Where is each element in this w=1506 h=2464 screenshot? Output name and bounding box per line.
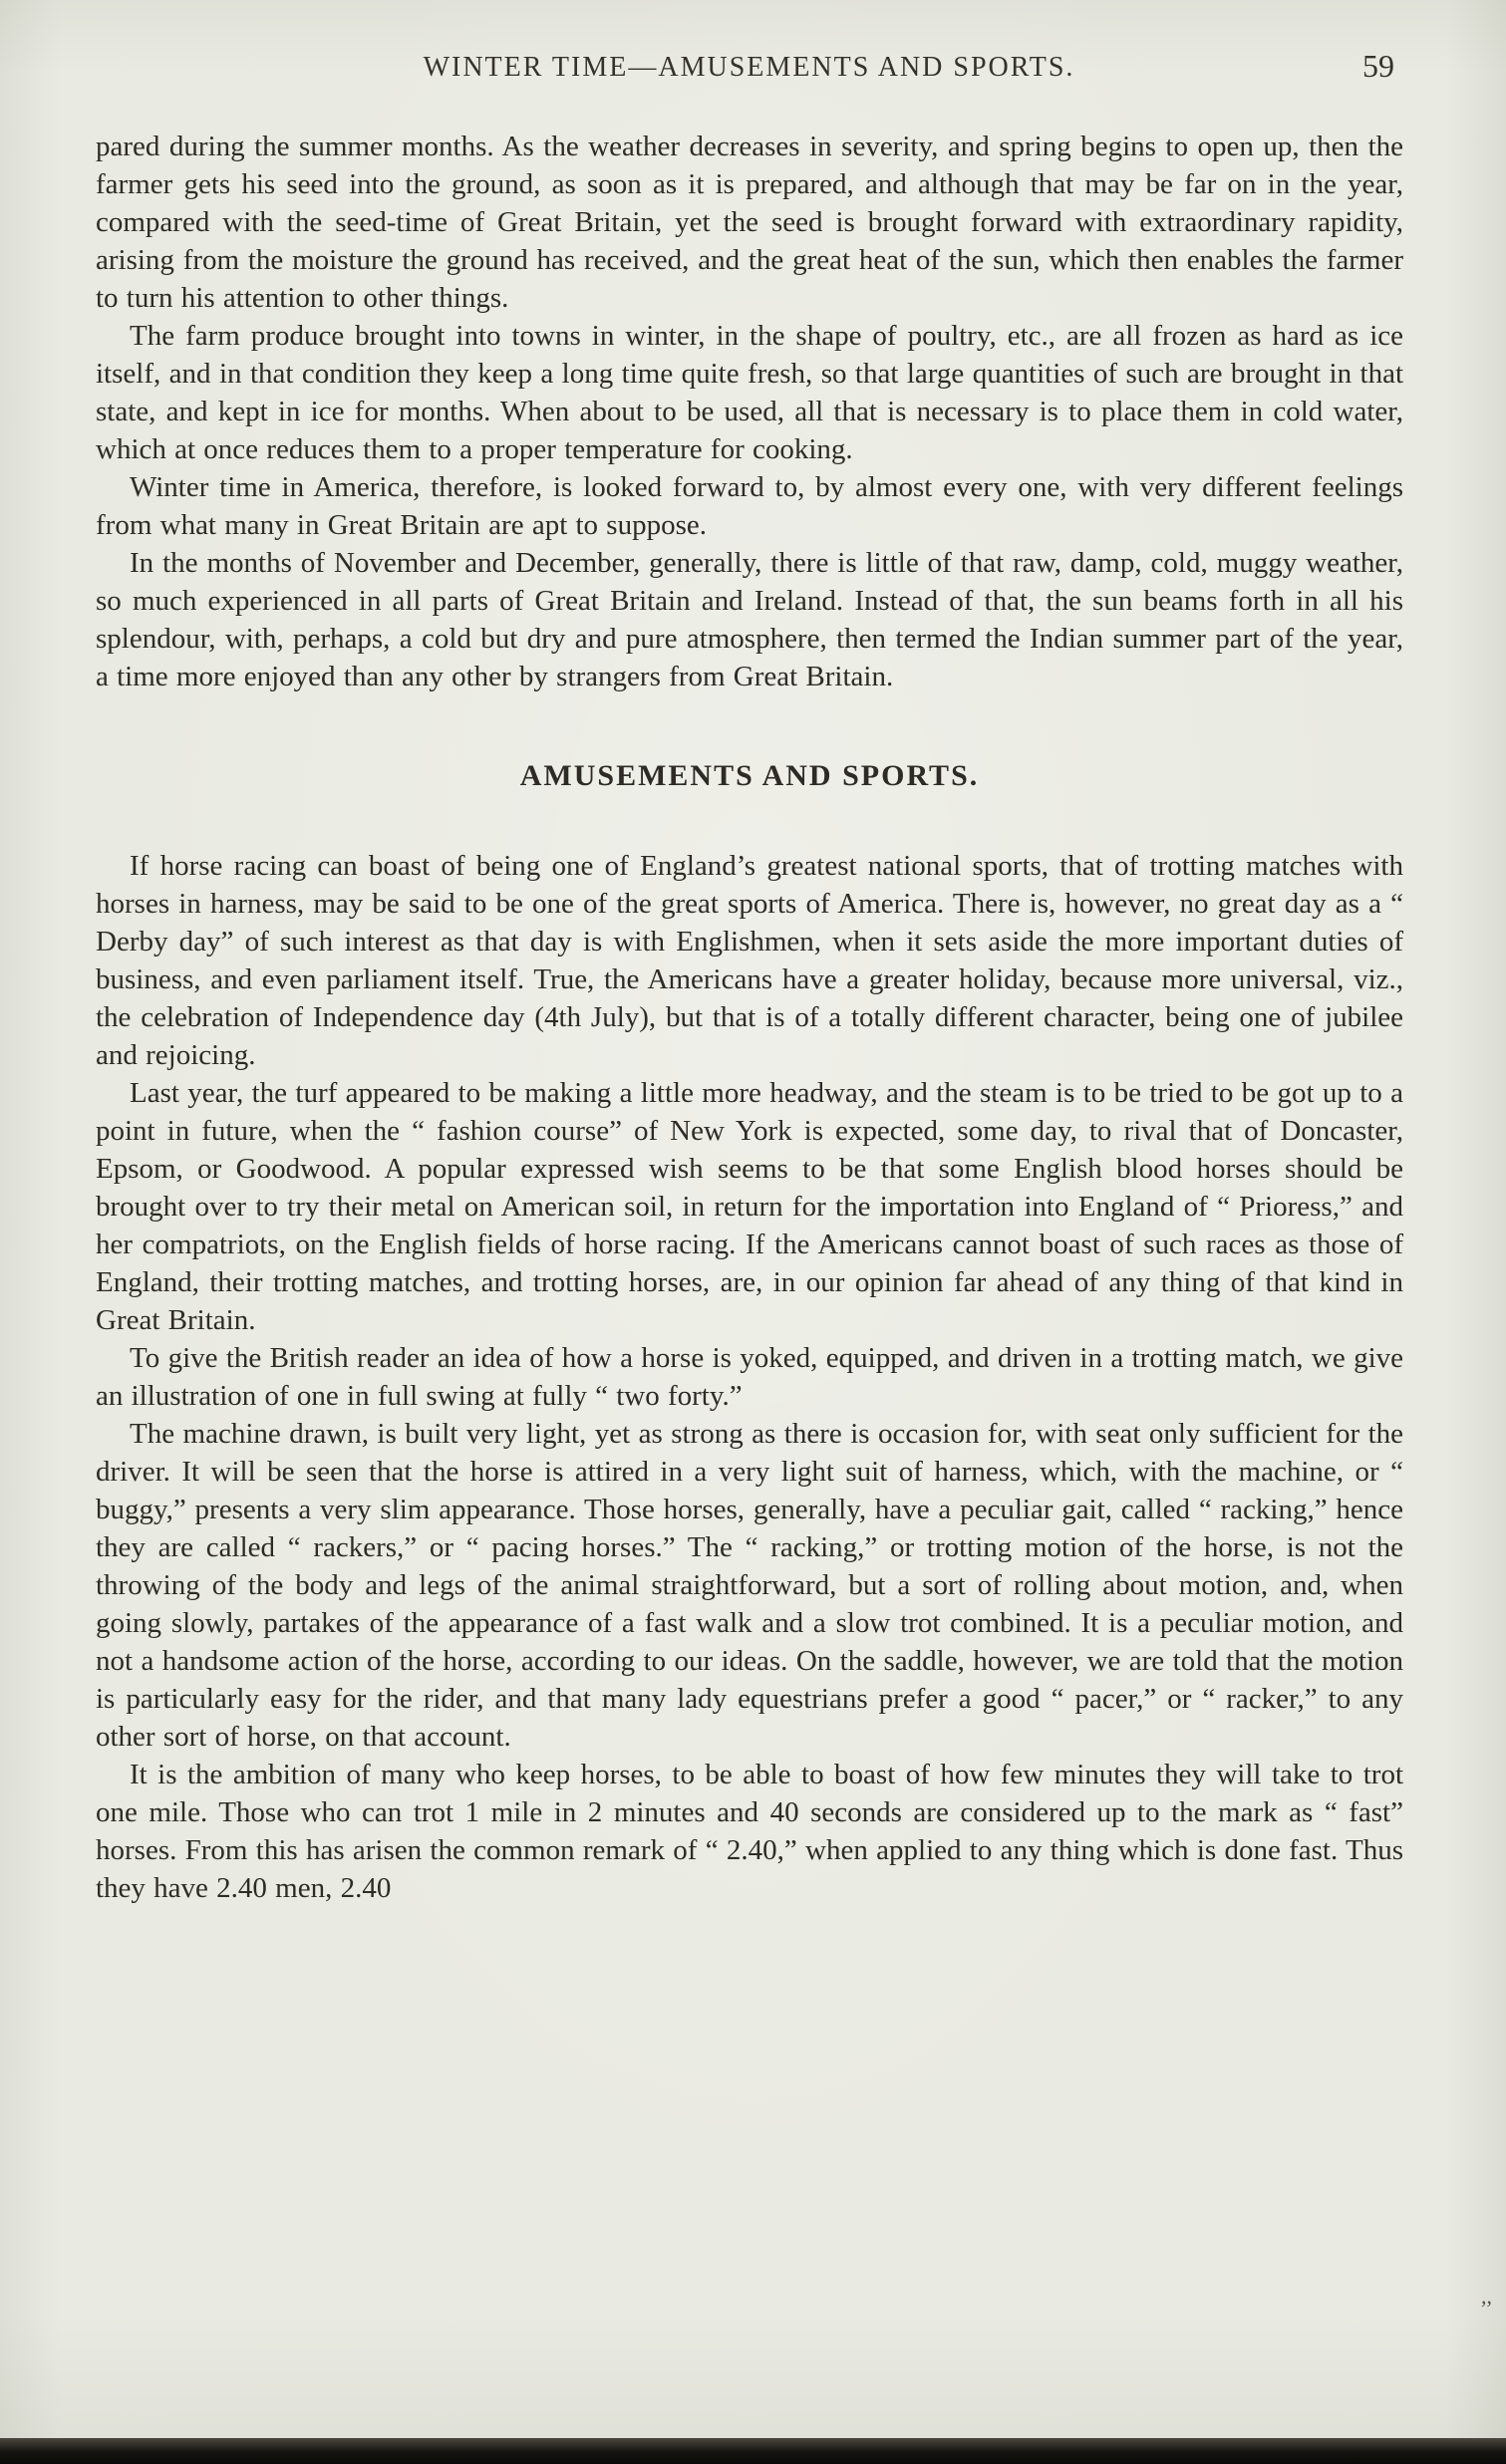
section-heading: AMUSEMENTS AND SPORTS. — [519, 759, 980, 792]
scan-edge-artifact — [0, 2438, 1506, 2464]
paragraph: In the months of November and December, generally, there is little of that raw, damp, cold, muggy weather, so much experienced in all parts of Great Britain and Ireland. Instead of that, the sun beams forth in all his splendour, with, perhaps, a cold but dry and pure atmosphere, then termed the Indian summer part of the year, a time more enjoyed than any other by strangers from Great Britain. — [96, 547, 1403, 692]
paragraph: Last year, the turf appeared to be making a little more headway, and the steam is to be tried to be got up to a point in future, when the “ fashion course” of New York is expected, some day, to rival that of Doncaster, Epsom, or Goodwood. A popular expressed wish seems to be that some English blood horses should be brought over to try their metal on American soil, in return for the importation into England of “ Prioress,” and her compatriots, on the English fields of horse racing. If the Americans cannot boast of such races as those of England, their trotting matches, and trotting horses, are, in our opinion far ahead of any thing of that kind in Great Britain. — [96, 1077, 1403, 1336]
paragraph: To give the British reader an idea of how a horse is yoked, equipped, and driven in a trotting match, we give an illustration of one in full swing at fully “ two forty.” — [96, 1342, 1403, 1412]
page-number: 59 — [1362, 48, 1394, 84]
paragraph: It is the ambition of many who keep horses, to be able to boast of how few minutes they will take to trot one mile. Those who can trot 1 mile in 2 minutes and 40 seconds are considered up to the mark as “ fast” horses. From this has arisen the common remark of “ 2.40,” when applied to any thing which is done fast. Thus they have 2.40 men, 2.40 — [96, 1759, 1403, 1904]
paragraph: Winter time in America, therefore, is looked forward to, by almost every one, with very different feelings from what many in Great Britain are apt to suppose. — [96, 471, 1403, 541]
scan-speck-artifact: ,, — [1481, 2284, 1492, 2309]
paragraph-continued: pared during the summer months. As the weather decreases in severity, and spring begins to open up, then the farmer gets his seed into the ground, as soon as it is prepared, and although that may be far on in the year, compared with the seed-time of Great Britain, yet the seed is brought forward with extraordinary rapidity, arising from the moisture the ground has received, and the great heat of the sun, which then enables the farmer to turn his attention to other things. — [96, 131, 1403, 314]
running-header-title: WINTER TIME—AMUSEMENTS AND SPORTS. — [423, 52, 1075, 83]
body-text — [96, 128, 1403, 1907]
running-header — [96, 48, 1402, 92]
paragraph: The machine drawn, is built very light, yet as strong as there is occasion for, with seat only sufficient for the driver. It will be seen that the horse is attired in a very light suit of harness, which, with the machine, or “ buggy,” presents a very slim appearance. Those horses, generally, have a peculiar gait, called “ racking,” hence they are called “ rackers,” or “ pacing horses.” The “ racking,” or trotting motion of the horse, is not the throwing of the body and legs of the animal straightforward, but a sort of rolling about motion, and, when going slowly, partakes of the appearance of a fast walk and a slow trot combined. It is a peculiar motion, and not a handsome action of the horse, according to our ideas. On the saddle, however, we are told that the motion is particularly easy for the rider, and that many lady equestrians prefer a good “ pacer,” or “ racker,” to any other sort of horse, on that account. — [96, 1418, 1403, 1753]
paragraph: The farm produce brought into towns in winter, in the shape of poultry, etc., are all frozen as hard as ice itself, and in that condition they keep a long time quite fresh, so that large quantities of such are brought in that state, and kept in ice for months. When about to be used, all that is necessary is to place them in cold water, which at once reduces them to a proper temperature for cooking. — [96, 320, 1403, 465]
paragraph: If horse racing can boast of being one of England’s greatest national sports, that of trotting matches with horses in harness, may be said to be one of the great sports of America. There is, however, no great day as a “ Derby day” of such interest as that day is with Englishmen, when it sets aside the more important duties of business, and even parliament itself. True, the Americans have a greater holiday, because more universal, viz., the celebration of Independence day (4th July), but that is of a totally different character, being one of jubilee and rejoicing. — [96, 850, 1403, 1071]
